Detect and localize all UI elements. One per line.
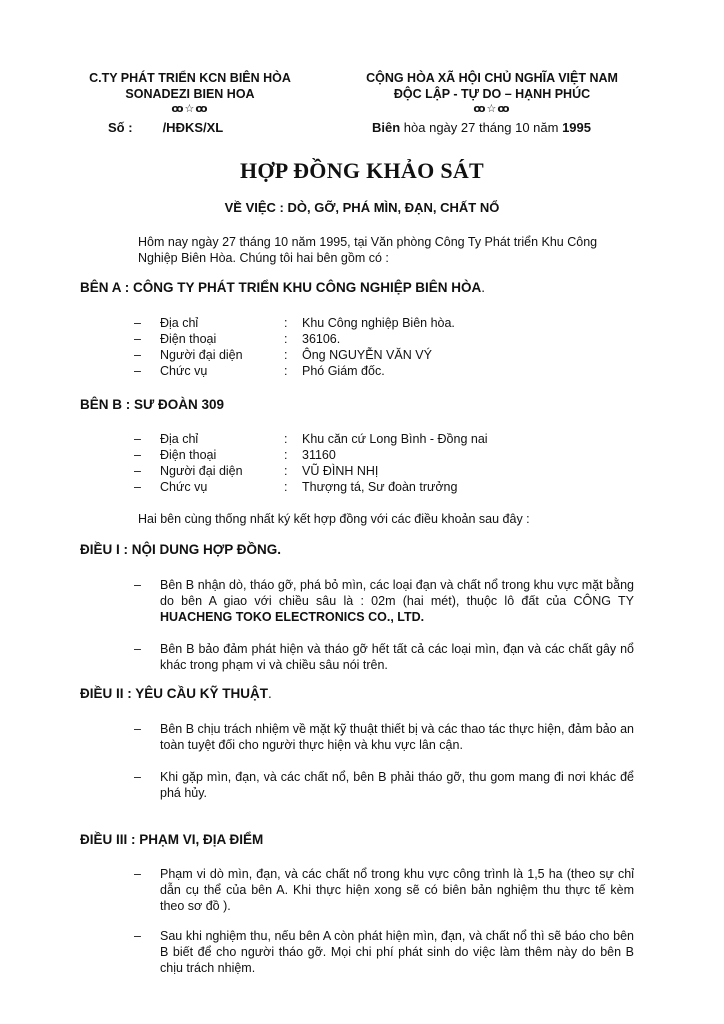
ornament-icon: ꝏ☆ꝏ [171, 103, 209, 115]
info-label: Địa chỉ [160, 316, 199, 330]
article-1-item-2 [134, 641, 634, 673]
so-label: Số : [108, 120, 133, 135]
article-2-heading [80, 686, 272, 701]
info-value: Thượng tá, Sư đoàn trưởng [302, 480, 458, 494]
national-header [350, 70, 634, 116]
info-value: Ông NGUYỄN VĂN VÝ [302, 348, 432, 362]
party-b-info [134, 431, 488, 495]
dash: – [134, 432, 141, 446]
item-text-plain: Bên B nhận dò, tháo gỡ, phá bỏ mìn, các loại đạn và chất nổ trong khu vực mặt bằng do bên A giao với chiều sâu là : 02m (hai mét), thuộc lô đất của CÔNG TY [160, 578, 634, 608]
country-name: CỘNG HÒA XÃ HỘI CHỦ NGHĨA VIỆT NAM [366, 71, 618, 85]
document-number [108, 120, 223, 135]
info-row [134, 331, 455, 347]
dash: – [134, 480, 141, 494]
dash: – [134, 722, 141, 736]
article-3-item-1 [134, 866, 634, 914]
item-text: Bên B bảo đảm phát hiện và tháo gỡ hết tất cả các loại mìn, đạn và các chất gây nổ khác trong phạm vi và chiều sâu nói trên. [160, 642, 634, 672]
agreement-line: Hai bên cùng thống nhất ký kết hợp đồng với các điều khoản sau đây : [138, 512, 530, 526]
info-value: Phó Giám đốc. [302, 364, 385, 378]
info-row [134, 315, 455, 331]
article-2-heading-tail: . [268, 686, 272, 701]
colon: : [284, 364, 288, 378]
info-label: Người đại diện [160, 464, 243, 478]
article-3-heading: ĐIỀU III : PHẠM VI, ĐỊA ĐIỂM [80, 832, 264, 847]
info-row [134, 479, 488, 495]
info-label: Người đại diện [160, 348, 243, 362]
document-date [372, 120, 591, 135]
company-name-bold: HUACHENG TOKO ELECTRONICS CO., LTD. [160, 610, 425, 624]
dash: – [134, 867, 141, 881]
item-text: Bên B chịu trách nhiệm về mặt kỹ thuật thiết bị và các thao tác thực hiện, đảm bảo an toàn tuyệt đối cho người thực hiện và khu vực lân cận. [160, 722, 634, 752]
date-year: 1995 [562, 120, 591, 135]
colon: : [284, 480, 288, 494]
article-1-item-1 [134, 577, 634, 625]
colon: : [284, 348, 288, 362]
article-2-item-2 [134, 769, 634, 801]
page-subtitle: VỀ VIỆC : DÒ, GỠ, PHÁ MÌN, ĐẠN, CHẤT NỔ [224, 200, 500, 215]
party-a-heading-tail: . [481, 280, 486, 295]
ornament-icon-right: ꝏ☆ꝏ [473, 103, 511, 115]
info-value: 36106. [302, 332, 341, 346]
colon: : [284, 332, 288, 346]
dash: – [134, 464, 141, 478]
item-text: Khi gặp mìn, đạn, và các chất nổ, bên B phải tháo gỡ, thu gom mang đi nơi khác để phá hủy. [160, 770, 634, 800]
company-header [76, 70, 304, 116]
info-row [134, 463, 488, 479]
party-a-heading-text: BÊN A : CÔNG TY PHÁT TRIỂN KHU CÔNG NGHIỆP BIÊN HÒA [80, 280, 482, 295]
info-label: Điện thoại [160, 332, 217, 346]
dash: – [134, 578, 141, 592]
dash: – [134, 364, 141, 378]
party-a-heading [80, 280, 485, 295]
info-value: VŨ ĐÌNH NHỊ [302, 464, 379, 478]
info-row [134, 447, 488, 463]
dash: – [134, 642, 141, 656]
colon: : [284, 316, 288, 330]
company-name: C.TY PHÁT TRIỂN KCN BIÊN HÒA [89, 71, 291, 85]
date-text: hòa ngày 27 tháng 10 năm [400, 120, 563, 135]
info-row [134, 347, 455, 363]
dash: – [134, 448, 141, 462]
date-place: Biên [372, 120, 401, 135]
info-label: Địa chỉ [160, 432, 199, 446]
info-value: 31160 [302, 448, 336, 462]
article-1-heading: ĐIỀU I : NỘI DUNG HỢP ĐỒNG. [80, 542, 282, 557]
so-value: /HĐKS/XL [162, 120, 224, 135]
info-value: Khu căn cứ Long Bình - Đồng nai [302, 432, 488, 446]
party-b-heading: BÊN B : SƯ ĐOÀN 309 [80, 397, 224, 412]
item-text: Phạm vi dò mìn, đạn, và các chất nổ trong khu vực công trình là 1,5 ha (theo sự chỉ dẫn cụ thể của bên A. Khi thực hiện xong sẽ có biên bản nghiệm thu thực tế kèm theo sơ đồ ). [160, 867, 634, 913]
article-2-heading-text: ĐIỀU II : YÊU CẦU KỸ THUẬT [80, 686, 269, 701]
item-text [160, 577, 634, 625]
dash: – [134, 348, 141, 362]
info-row [134, 431, 488, 447]
info-value: Khu Công nghiệp Biên hòa. [302, 316, 455, 330]
colon: : [284, 464, 288, 478]
company-short-name: SONADEZI BIEN HOA [125, 87, 255, 101]
intro-paragraph: Hôm nay ngày 27 tháng 10 năm 1995, tại Văn phòng Công Ty Phát triển Khu Công Nghiệp Biên Hòa. Chúng tôi hai bên gồm có : [138, 235, 598, 265]
page-title: HỢP ĐỒNG KHẢO SÁT [239, 158, 485, 183]
party-a-info [134, 315, 455, 379]
info-label: Chức vụ [160, 480, 208, 494]
dash: – [134, 316, 141, 330]
info-label: Chức vụ [160, 364, 208, 378]
colon: : [284, 448, 288, 462]
info-label: Điện thoại [160, 448, 217, 462]
colon: : [284, 432, 288, 446]
article-3-item-2 [134, 928, 634, 976]
dash: – [134, 332, 141, 346]
national-motto: ĐỘC LẬP - TỰ DO – HẠNH PHÚC [393, 87, 591, 101]
item-text: Sau khi nghiệm thu, nếu bên A còn phát hiện mìn, đạn, và chất nổ thì sẽ báo cho bên B biết để cho người tháo gỡ. Mọi chi phí phát sinh do việc làm thêm này do bên B chịu trách nhiệm. [160, 929, 634, 975]
info-row [134, 363, 455, 379]
dash: – [134, 770, 141, 784]
dash: – [134, 929, 141, 943]
article-2-item-1 [134, 721, 634, 753]
